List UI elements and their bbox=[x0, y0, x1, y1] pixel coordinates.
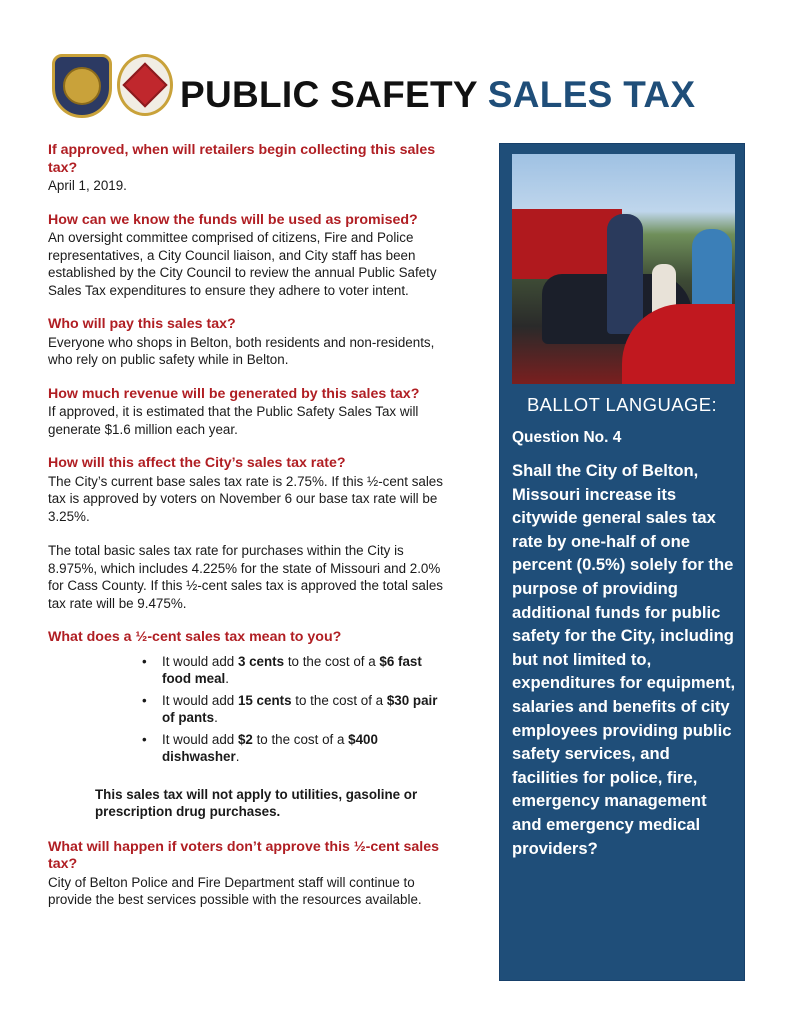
exemption-note: This sales tax will not apply to utilities, gasoline or prescription drug purchases. bbox=[95, 786, 418, 819]
faq-question: Who will pay this sales tax? bbox=[48, 316, 236, 332]
faq-item-oversight bbox=[48, 212, 448, 300]
faq-item-collection-date bbox=[48, 142, 448, 195]
faq-answer-total-rate: The total basic sales tax rate for purchases within the City is 8.975%, which includes 4.225% for the state of Missouri and 2.0% for Cass County. If this ½-cent sales tax is approved the total sales tax rate will be 9.475%. bbox=[48, 543, 443, 611]
officer-figure bbox=[607, 214, 643, 334]
title-part-1: PUBLIC SAFETY bbox=[180, 74, 478, 115]
faq-item-not-approved bbox=[48, 839, 448, 909]
faq-item-tax-rate bbox=[48, 455, 448, 612]
faq-answer: City of Belton Police and Fire Department staff will continue to provide the best services possible with the resources available. bbox=[48, 874, 422, 907]
faq-column bbox=[48, 142, 448, 926]
faq-question: How will this affect the City’s sales tax rate? bbox=[48, 455, 346, 471]
ballot-language-panel bbox=[499, 143, 745, 981]
faq-question: What does a ½-cent sales tax mean to you? bbox=[48, 629, 342, 645]
faq-answer: Everyone who shops in Belton, both residents and non-residents, who rely on public safety while in Belton. bbox=[48, 334, 435, 367]
list-item: • It would add 15 cents to the cost of a $30 pair of pants. bbox=[142, 692, 444, 727]
police-badge-icon bbox=[52, 54, 112, 118]
fire-truck-shape bbox=[512, 209, 622, 279]
ballot-question-text: Shall the City of Belton, Missouri increase its citywide general sales tax rate by one-half of one percent (0.5%) solely for the purpose of providing additional funds for public safety for the City, including but not limited to, expenditures for equipment, salaries and benefits of city employees providing public safety services, and facilities for police, fire, emergency management and emergency medical providers? bbox=[512, 461, 736, 858]
title-part-2: SALES TAX bbox=[487, 74, 696, 115]
faq-answer: If approved, it is estimated that the Public Safety Sales Tax will generate $1.6 million each year. bbox=[48, 404, 419, 437]
page-title bbox=[180, 74, 695, 116]
faq-answer: April 1, 2019. bbox=[48, 178, 127, 193]
faq-item-half-cent bbox=[48, 629, 448, 821]
faq-question: How much revenue will be generated by this sales tax? bbox=[48, 385, 420, 402]
ballot-language-heading: BALLOT LANGUAGE: bbox=[526, 394, 718, 415]
cost-example-list bbox=[48, 653, 448, 766]
faq-item-revenue bbox=[48, 386, 448, 439]
list-item: • It would add 3 cents to the cost of a $6 fast food meal. bbox=[142, 653, 444, 688]
list-item: • It would add $2 to the cost of a $400 dishwasher. bbox=[142, 731, 444, 766]
faq-item-who-pays bbox=[48, 316, 448, 369]
faq-answer: An oversight committee comprised of citizens, Fire and Police representatives, a City Council liaison, and City staff has been established by the City Council to review the annual Public Safety Sales Tax expenditures to ensure they adhere to voter intent. bbox=[48, 230, 437, 298]
faq-question: What will happen if voters don’t approve this ½-cent sales tax? bbox=[48, 838, 440, 872]
faq-question: How can we know the funds will be used as promised? bbox=[48, 211, 418, 228]
fire-department-badge-icon bbox=[117, 54, 173, 116]
faq-question: If approved, when will retailers begin collecting this sales tax? bbox=[48, 142, 436, 176]
faq-answer: The City’s current base sales tax rate is 2.75%. If this ½-cent sales tax is approved by voters on November 6 our base tax rate will be 3.25%. bbox=[48, 473, 443, 524]
question-number: Question No. 4 bbox=[512, 429, 622, 446]
community-event-photo bbox=[512, 154, 735, 384]
